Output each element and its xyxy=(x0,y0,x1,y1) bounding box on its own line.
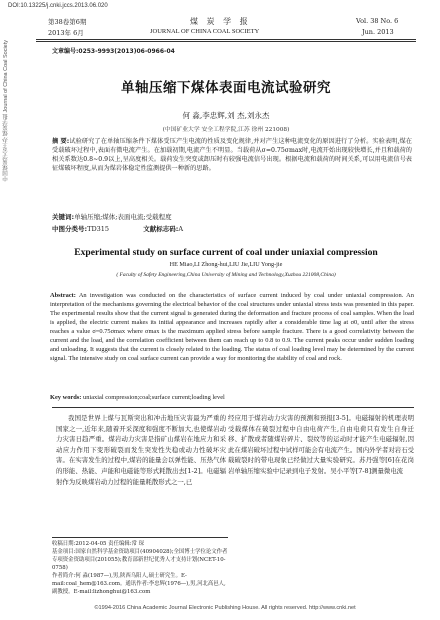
header-volume-cn: 第38卷第6期 xyxy=(48,18,87,26)
doc-code-cn-value: A xyxy=(178,225,184,233)
body-column-right: 经应用于煤岩动力灾害的预测和预报[3-5]。电磁辐射的机理表明受载煤体在破裂过程中自由电荷产生,自由电荷只有发生自身迁移、扩散或者随煤岩碎片、裂纹等的运动时才能产生电磁辐射,因此在煤岩破坏过程中试样可能会有电流产生。国内外学者对岩石受载破裂时的带电现象已经做过大量实验研究。苏丹强等[6]在花岗岩单轴压缩实验中记录到电子发射。吴小平等[7-8]测量微电流 xyxy=(228,414,414,475)
keywords-cn-label: 关键词: xyxy=(52,213,75,221)
doi-label: DOI:10.13225/j.cnki.jccs.2013.06.020 xyxy=(8,3,108,9)
abstract-cn-text: 试验研究了在单轴压缩条件下煤体受压产生电流的性质及变化规律,并对产生这种电流变化的原因进行了分析。实验表明,煤在受载破坏过程中,表面有微电流产生。在加载初期,电流产生不明显。当载荷从σ=0.75σmax时,电流开始出现较快增长,并且和载荷的相关系数达0.8~0.9以上,呈高度相关。载荷发生突变或卸压时有较强电流信号出现。根据电流和载荷的时间关系,可以用电流信号表征煤破坏程度,从而为煤岩体稳定性监测提供一种新的思路。 xyxy=(52,138,412,173)
keywords-cn xyxy=(52,212,172,221)
abstract-cn-label: 摘 要: xyxy=(52,138,70,145)
header-rule xyxy=(36,39,416,40)
sidebar-vertical-text: 中国煤炭学会主办 煤炭学报 Journal of China Coal Society xyxy=(3,40,9,182)
header-journal-cn: 煤 炭 学 报 xyxy=(190,17,251,26)
header-date-en: Jun. 2013 xyxy=(362,28,394,36)
keywords-en xyxy=(50,394,414,401)
authors-en: HE Miao,LI Zhong-hui,LIU Jie,LIU Yong-jie xyxy=(169,261,283,268)
doc-code-cn-label: 文献标志码: xyxy=(143,225,179,233)
header-journal-en: JOURNAL OF CHINA COAL SOCIETY xyxy=(150,28,260,35)
abstract-divider xyxy=(52,407,414,408)
authors-cn: 何 淼,李忠辉,刘 杰,刘永杰 xyxy=(182,111,270,120)
article-number: 文章编号:0253-9993(2013)06-0966-04 xyxy=(52,48,175,55)
header-rule-thin xyxy=(36,41,416,42)
title-en: Experimental study on surface current of coal under uniaxial compression xyxy=(74,247,378,258)
keywords-en-label: Key words: xyxy=(50,394,82,401)
footnote: 收稿日期:2012-04-05 责任编辑:常 琛 基金项目:国家自然科学基金资助项目(40904028);全国博士学位论文作者专项资金资助项目(201055);教育部新世纪优秀人才支持计划(NCET-10-0758) 作者简介:何 淼(1987—),男,陕西乌阳人,硕士研究生。E-mail:coal_hem@163.com。通讯作者:李忠辉(1976—),男,河北高邑人,副教授。E-mail:lizhonghui@163.com xyxy=(52,541,228,595)
clc-cn-label: 中图分类号: xyxy=(52,225,88,233)
keywords-en-text: uniaxial compression;coal;surface current;loading level xyxy=(83,394,225,401)
abstract-en xyxy=(50,292,414,364)
clc-cn xyxy=(52,224,183,233)
header-volume-en: Vol. 38 No. 6 xyxy=(356,17,399,25)
affiliation-en: ( Faculty of Safety Engineering,China University of Mining and Technology,Xuzhou 221008,China) xyxy=(116,272,336,278)
title-cn: 单轴压缩下煤体表面电流试验研究 xyxy=(121,80,331,96)
affiliation-cn: (中国矿业大学 安全工程学院,江苏 徐州 221008) xyxy=(162,127,290,133)
abstract-en-text: An investigation was conducted on the characteristics of surface current induced by coal under uniaxial compression. An interpretation of the mechanisms governing the electrical behavior of the coal structures under uniaxial stress tests was presented in this paper. The experimental results show that the current signal is generated during the deformation and fracture process of coal samples. When the load is applied, the electric current makes its initial appearance and increases rapidly after a considerable time lag at σ0, until after the stress reaches a value σ=0.75σmax where σmax is the maximum applied stress before sample fracture. There is a good correlativity between the current and the load, and the correlation coefficient between them can reach up to 0.8 to 0.9. The current peaks occur under sudden loading and unloading. It suggests that the current is closely related to the loading. The status of coal loading level may be determined by the current signal. The intensive study on coal surface current can provide a way for monitoring the stability of coal and rock. xyxy=(50,292,414,362)
header-date-cn: 2013年 6月 xyxy=(48,29,84,37)
copyright-footer: ©1994-2016 China Academic Journal Electronic Publishing House. All rights reserved. http://www.cnki.net xyxy=(94,605,356,611)
abstract-cn xyxy=(52,137,412,173)
footnote-divider xyxy=(52,537,228,538)
clc-cn-value: TD315 xyxy=(87,225,110,233)
keywords-cn-text: 单轴压缩;煤体;表面电流;受载程度 xyxy=(74,213,172,221)
abstract-en-label: Abstract: xyxy=(50,292,76,299)
body-column-left: 我国是世界上煤与瓦斯突出和冲击地压灾害最为严重的国家之一,近年来,随着开采深度和强度不断加大,也使煤岩动力灾害日趋严重。煤岩动力灾害是指矿山煤岩在地应力和采动应力作用下变形破裂而发生突发性失稳或动力性破坏灾害。在实害发生的过程中,煤岩的能量会以弹性能、压热气体的形能、热能、声能和电磁能等形式耗散出去[1-2]。电磁辐射作为反映煤岩动力过程的能量耗散形式之一,已 xyxy=(56,414,226,486)
